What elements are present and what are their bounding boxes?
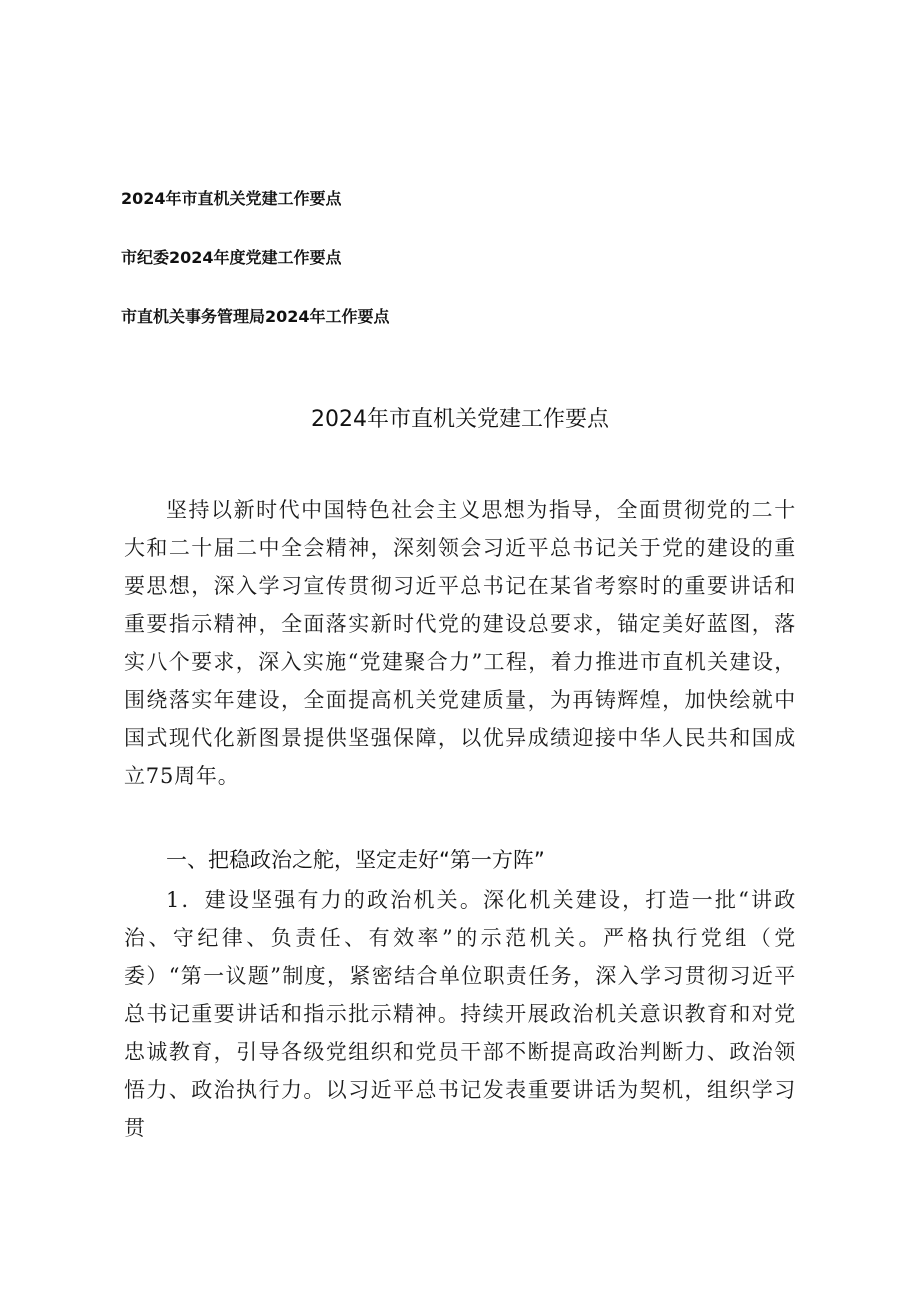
section-1-item-1-paragraph: 1．建设坚强有力的政治机关。深化机关建设，打造一批“讲政治、守纪律、负责任、有效率”的示范机关。严格执行党组（党委）“第一议题”制度，紧密结合单位职责任务，深入学习贯彻习近平总书记重要讲话和指示批示精神。持续开展政治机关意识教育和对党忠诚教育，引导各级党组织和党员干部不断提高政治判断力、政治领悟力、政治执行力。以习近平总书记发表重要讲话为契机，组织学习贯 xyxy=(124,888,796,1140)
toc-item-2[interactable]: 市纪委2024年度党建工作要点 xyxy=(121,248,342,267)
intro-paragraph: 坚持以新时代中国特色社会主义思想为指导，全面贯彻党的二十大和二十届二中全会精神，深刻领会习近平总书记关于党的建设的重要思想，深入学习宣传贯彻习近平总书记在某省考察时的重要讲话和重要指示精神，全面落实新时代党的建设总要求，锚定美好蓝图，落实八个要求，深入实施“党建聚合力”工程，着力推进市直机关建设，围绕落实年建设，全面提高机关党建质量，为再铸辉煌，加快绘就中国式现代化新图景提供坚强保障，以优异成绩迎接中华人民共和国成立75周年。 xyxy=(124,498,796,788)
toc-item-3[interactable]: 市直机关事务管理局2024年工作要点 xyxy=(121,307,390,326)
document-title: 2024年市直机关党建工作要点 xyxy=(311,407,609,432)
table-of-contents xyxy=(121,188,721,365)
section-heading-1: 一、把稳政治之舵，坚定走好“第一方阵” xyxy=(166,848,545,872)
toc-item-1[interactable]: 2024年市直机关党建工作要点 xyxy=(121,189,342,208)
